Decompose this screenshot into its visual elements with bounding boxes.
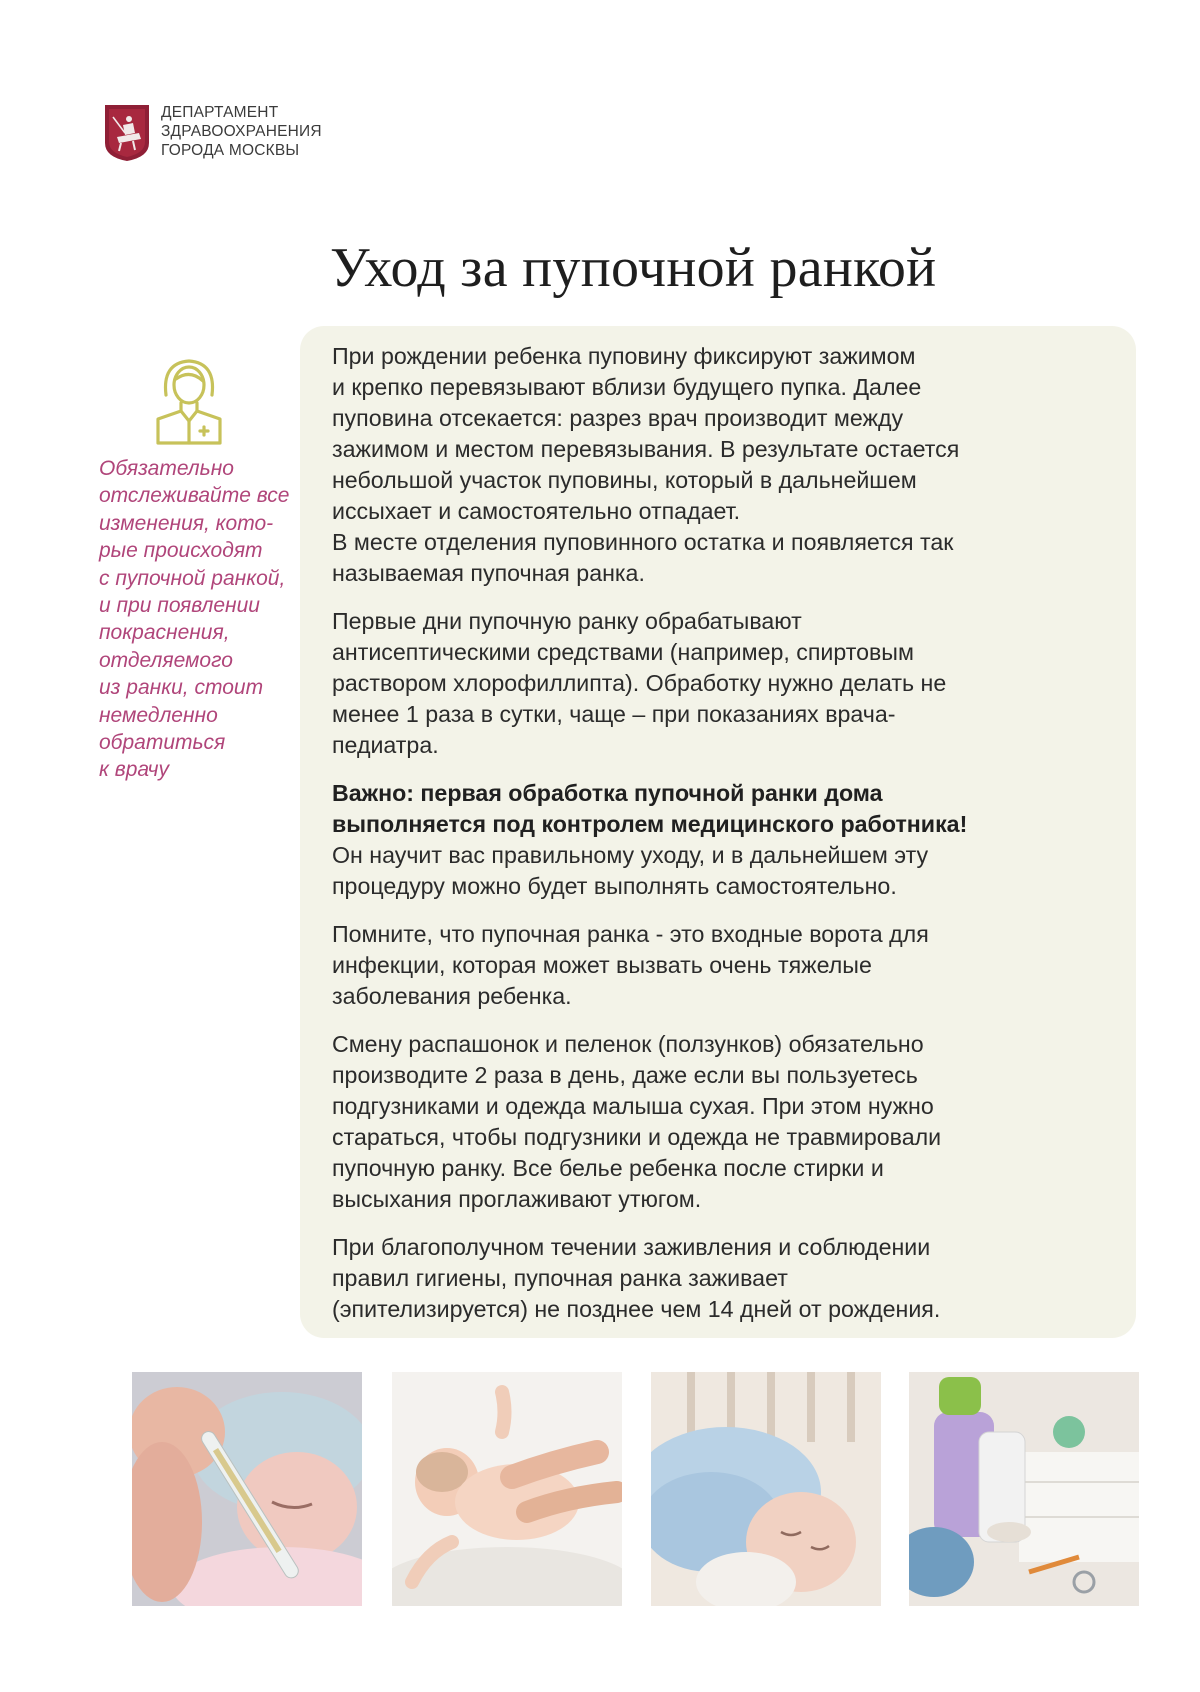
text-line: Помните, что пупочная ранка - это входные ворота для	[332, 921, 929, 947]
text-line: и крепко перевязывают вблизи будущего пупка. Далее	[332, 374, 922, 400]
side-note-line: Обязательно	[99, 457, 234, 480]
paragraph-treatment	[332, 606, 1092, 761]
text-line: менее 1 раза в сутки, чаще – при показаниях врача-	[332, 701, 896, 727]
text-line: называемая пупочная ранка.	[332, 560, 645, 586]
side-note-line: к врачу	[99, 758, 170, 782]
side-note-line: из ранки, стоит	[99, 676, 264, 700]
side-note-line: покраснения,	[99, 621, 230, 645]
text-line: подгузниками и одежда малыша сухая. При этом нужно	[332, 1093, 934, 1119]
text-line: (эпителизируется) не позднее чем 14 дней от рождения.	[332, 1296, 941, 1322]
text-line: процедуру можно будет выполнять самостоятельно.	[332, 873, 897, 899]
page-title: Уход за пупочной ранкой	[330, 237, 937, 299]
text-line: иссыхает и самостоятельно отпадает.	[332, 498, 741, 524]
text-line: Первые дни пупочную ранку обрабатывают	[332, 608, 802, 634]
text-line: производите 2 раза в день, даже если вы пользуетесь	[332, 1062, 918, 1088]
moscow-coat-of-arms-icon	[103, 103, 151, 163]
text-line: Смену распашонок и пеленок (ползунков) обязательно	[332, 1031, 924, 1057]
side-note-line: отделяемого	[99, 648, 233, 672]
photo-baby-supplies	[909, 1372, 1139, 1606]
department-line: ГОРОДА МОСКВЫ	[161, 142, 300, 159]
text-line: пуповина отсекается: разрез врач производит между	[332, 405, 904, 431]
text-line: правил гигиены, пупочная ранка заживает	[332, 1265, 788, 1291]
text-line: заболевания ребенка.	[332, 983, 572, 1009]
paragraph-birth	[332, 341, 1092, 589]
photo-massage	[392, 1372, 622, 1606]
text-line: антисептическими средствами (например, спиртовым	[332, 639, 914, 665]
department-line: ЗДРАВООХРАНЕНИЯ	[161, 123, 322, 140]
side-note-line: обратиться	[99, 731, 226, 755]
important-line: выполняется под контролем медицинского работника!	[332, 811, 968, 837]
text-line: При благополучном течении заживления и соблюдении	[332, 1234, 931, 1260]
side-note-line: с пупочной ранкой,	[99, 566, 286, 590]
important-line: Важно: первая обработка пупочной ранки дома	[332, 780, 883, 806]
article-body	[332, 341, 1092, 1342]
side-note-line: рые происходят	[99, 539, 263, 563]
department-line: ДЕПАРТАМЕНТ	[161, 104, 279, 121]
text-line: пупочную ранку. Все белье ребенка после стирки и	[332, 1155, 884, 1181]
text-line: инфекции, которая может вызвать очень тяжелые	[332, 952, 872, 978]
paragraph-clothing	[332, 1029, 1092, 1215]
side-note-line: немедленно	[99, 703, 218, 727]
text-line: При рождении ребенка пуповину фиксируют зажимом	[332, 343, 916, 369]
photo-sleeping-baby	[651, 1372, 881, 1606]
header	[103, 103, 322, 163]
text-line: Он научит вас правильному уходу, и в дальнейшем эту	[332, 842, 929, 868]
text-line: зажимом и местом перевязывания. В результате остается	[332, 436, 960, 462]
side-note-line: изменения, кото-	[99, 511, 274, 535]
text-line: раствором хлорофиллипта). Обработку нужно делать не	[332, 670, 947, 696]
text-line: В месте отделения пуповинного остатка и появляется так	[332, 529, 954, 555]
text-line: стараться, чтобы подгузники и одежда не травмировали	[332, 1124, 942, 1150]
side-note-line: отслеживайте все	[99, 484, 290, 508]
text-line: небольшой участок пуповины, который в дальнейшем	[332, 467, 917, 493]
text-line: педиатра.	[332, 732, 439, 758]
text-line: высыхания проглаживают утюгом.	[332, 1186, 702, 1212]
side-note-line: и при появлении	[99, 594, 260, 618]
department-name	[161, 103, 322, 160]
side-note	[99, 455, 289, 784]
paragraph-important	[332, 778, 1092, 902]
paragraph-infection	[332, 919, 1092, 1012]
paragraph-healing	[332, 1232, 1092, 1325]
doctor-icon	[150, 355, 228, 445]
photo-thermometer	[132, 1372, 362, 1606]
